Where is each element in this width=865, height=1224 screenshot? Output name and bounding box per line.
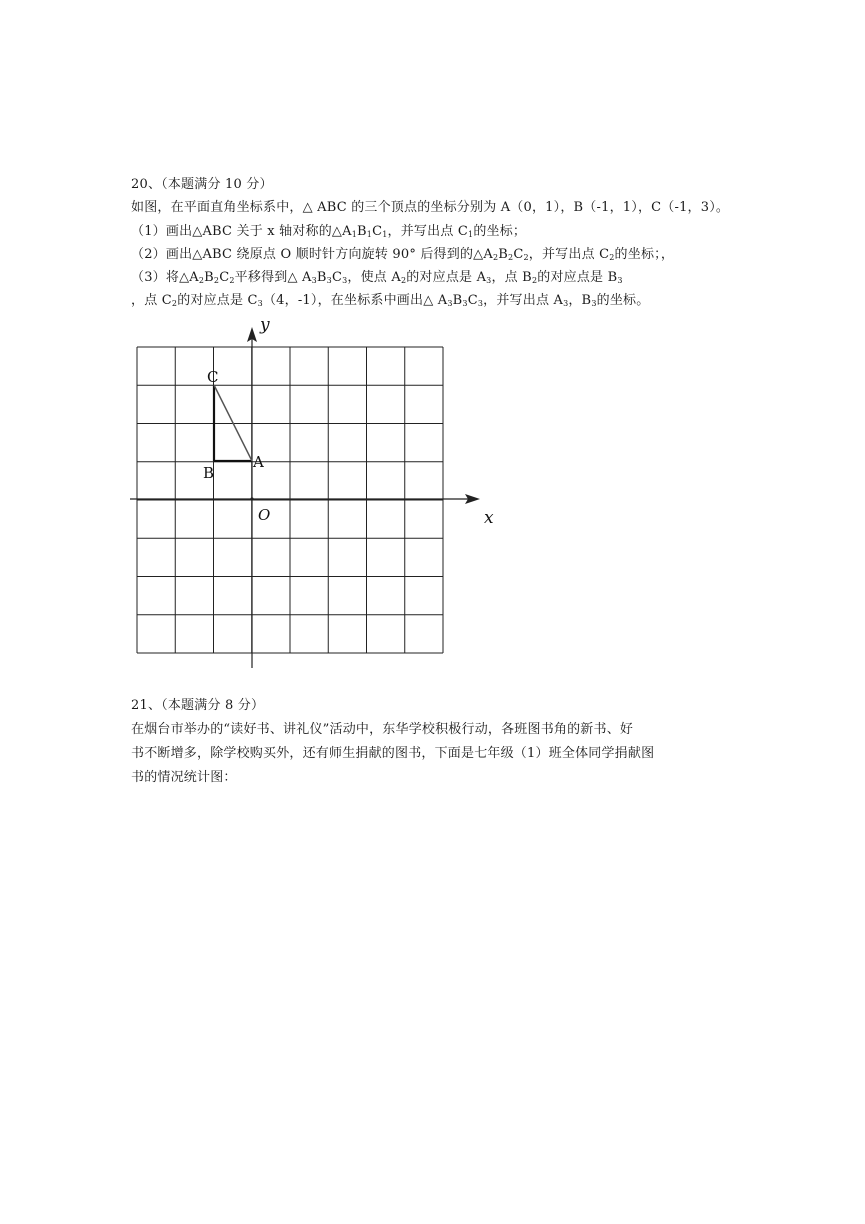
q21-line-3: 书的情况统计图： [131,770,237,785]
q20-part3-continued: ，点 $C_2$的对应点是 $C_3(4$，-1），在坐标系中画出△ $A_3B_3C_3$，并写出点 $A_3$，$B_3$的坐标。 [131,293,650,308]
grid-lines [137,347,443,653]
axes [130,327,480,668]
q21-line-1: 在烟台市举办的“读好书、讲礼仪”活动中，东华学校积极行动，各班图书角的新书、好 [131,722,634,737]
point-b-label: B [203,464,215,482]
point-c-label: C [207,368,219,386]
q20-part1: （1）画出△ABC 关于 x 轴对称的$\triangle A_1B_1C_1$，并写出点 $C_1$的坐标； [131,224,527,239]
point-a-label: A [253,453,264,471]
q20-part2: （2）画出△ABC 绕原点 O 顺时针方向旋转 90° 后得到的$\triangle A_2B_2C_2$，并写出点 $C_2$的坐标；， [131,247,675,262]
coordinate-grid-figure [120,316,510,676]
y-axis-label: y [260,316,270,335]
q20-part3: （3）将$\triangle A_2B_2C_2$平移得到△ $A_3B_3C_3$，使点 $A_2$的对应点是 $A_3$，点 $B_2$的对应点是 $B_3$ [131,270,623,285]
origin-dot [250,497,253,500]
q21-header: 21、（本题满分 8 分） [131,698,265,713]
q20-intro: 如图，在平面直角坐标系中，△ ABC 的三个顶点的坐标分别为 A（0，1），B（-1，1），C（-1，3）。 [131,200,730,215]
q21-line-2: 书不断增多，除学校购买外，还有师生捐献的图书，下面是七年级（1）班全体同学捐献图 [131,746,655,761]
x-axis-label: x [484,508,494,528]
q20-header: 20、（本题满分 10 分） [131,177,273,192]
origin-label: O [258,506,271,524]
